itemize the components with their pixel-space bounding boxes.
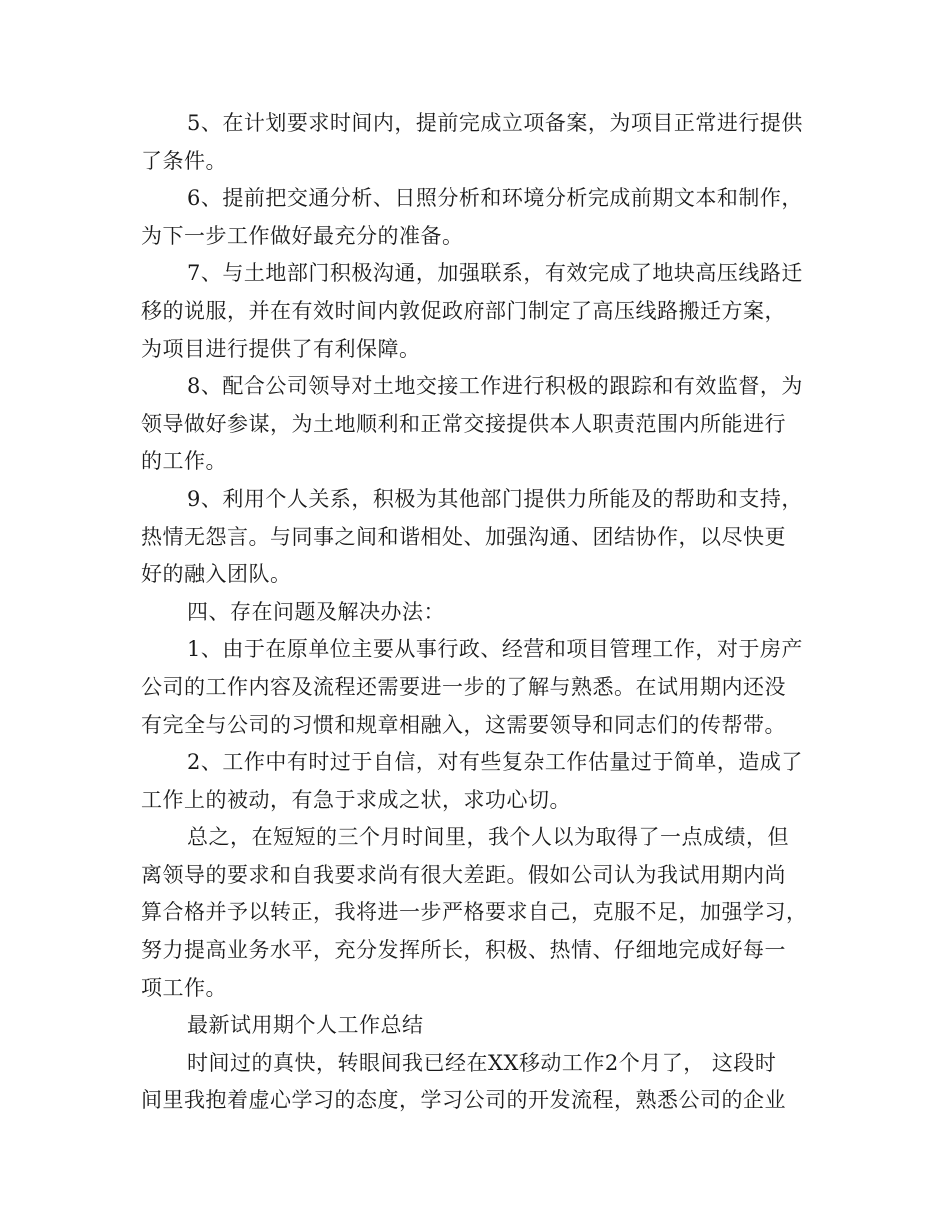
text-line: 1、由于在原单位主要从事行政、经营和项目管理工作，对于房产: [187, 637, 803, 662]
text-line: 7、与土地部门积极沟通，加强联系，有效完成了地块高压线路迁: [187, 261, 803, 286]
text-line: 努力提高业务水平，充分发挥所长，积极、热情、仔细地完成好每一: [141, 938, 786, 963]
text-line: 时间过的真快，转眼间我已经在XX移动工作2个月了， 这段时: [187, 1050, 777, 1075]
text-line: 领导做好参谋，为土地顺利和正常交接提供本人职责范围内所能进行: [141, 411, 786, 436]
text-line: 移的说服，并在有效时间内敦促政府部门制定了高压线路搬迁方案，: [141, 298, 786, 323]
text-line: 8、配合公司领导对土地交接工作进行积极的跟踪和有效监督，为: [187, 374, 803, 399]
text-line: 算合格并予以转正，我将进一步严格要求自己，克服不足，加强学习，: [141, 900, 808, 925]
text-line: 的工作。: [141, 449, 227, 474]
document-body: [141, 105, 811, 1120]
text-line: 为项目进行提供了有利保障。: [141, 336, 421, 361]
text-line: 2、工作中有时过于自信，对有些复杂工作估量过于简单，造成了: [187, 750, 803, 775]
section-title: 最新试用期个人工作总结: [187, 1013, 424, 1038]
text-line: 5、在计划要求时间内，提前完成立项备案，为项目正常进行提供: [187, 111, 803, 135]
text-line: 公司的工作内容及流程还需要进一步的了解与熟悉。在试用期内还没: [141, 674, 786, 699]
text-line: 项工作。: [141, 975, 227, 1000]
text-line: 间里我抱着虚心学习的态度，学习公司的开发流程，熟悉公司的企业: [141, 1088, 786, 1113]
text-line: 好的融入团队。: [141, 562, 292, 587]
section-heading: 四、存在问题及解决办法：: [187, 599, 445, 624]
text-line: 有完全与公司的习惯和规章相融入，这需要领导和同志们的传帮带。: [141, 712, 786, 737]
text-line: 为下一步工作做好最充分的准备。: [141, 223, 464, 248]
text-line: 了条件。: [141, 148, 227, 173]
text-line: 6、提前把交通分析、日照分析和环境分析完成前期文本和制作，: [187, 186, 803, 211]
text-line: 总之，在短短的三个月时间里，我个人以为取得了一点成绩，但: [187, 825, 789, 850]
text-line: 9、利用个人关系，积极为其他部门提供力所能及的帮助和支持，: [187, 486, 803, 511]
text-line: 工作上的被动，有急于求成之状，求功心切。: [141, 787, 571, 812]
text-line: 离领导的要求和自我要求尚有很大差距。假如公司认为我试用期内尚: [141, 862, 786, 887]
text-line: 热情无怨言。与同事之间和谐相处、加强沟通、团结协作，以尽快更: [141, 524, 786, 549]
